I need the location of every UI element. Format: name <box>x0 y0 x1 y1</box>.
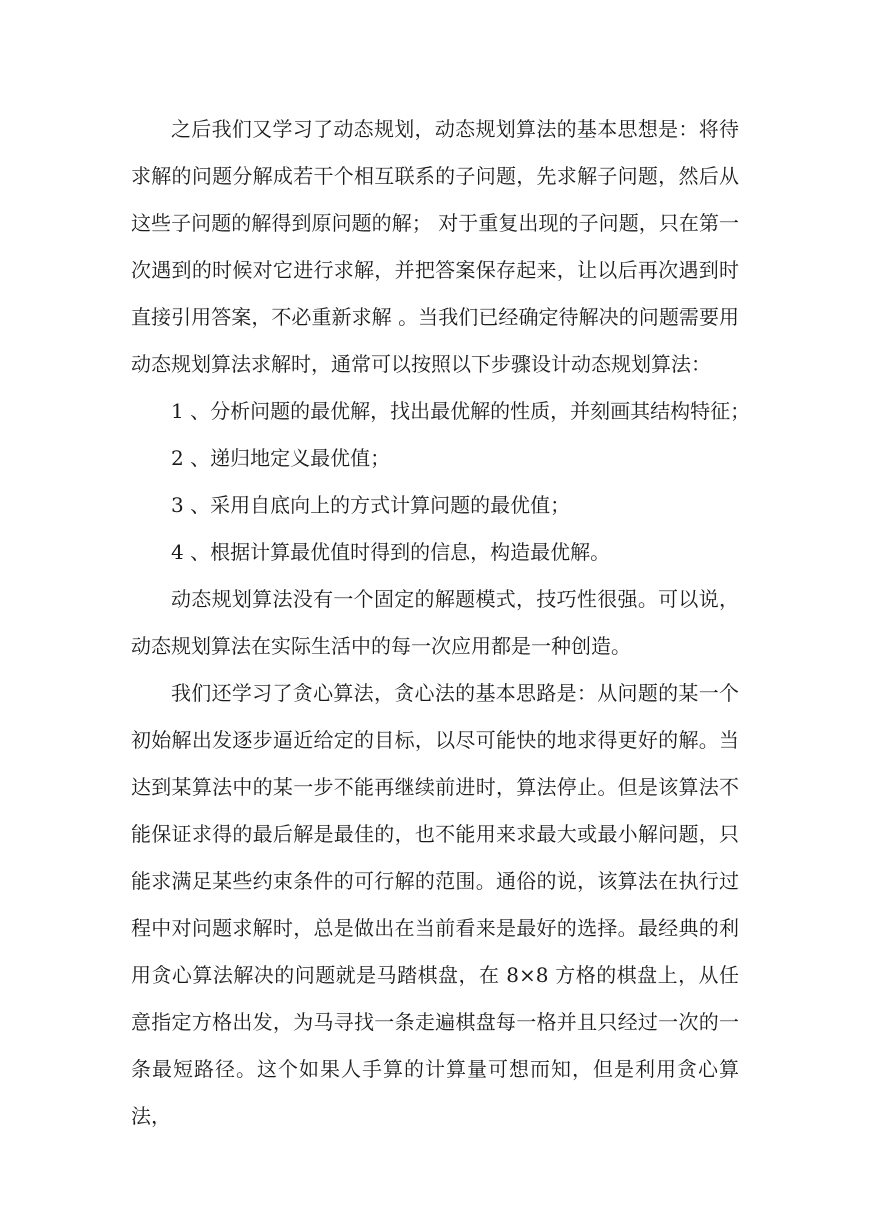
document-page <box>131 106 751 1140</box>
step-item-3: 3 、采用自底向上的方式计算问题的最优值； <box>171 493 571 517</box>
paragraph-dynamic-programming: 之后我们又学习了动态规划，动态规划算法的基本思想是：将待求解的问题分解成若干个相互联系的子问题，先求解子问题，然后从这些子问题的解得到原问题的解； 对于重复出现的子问题，只在第一次遇到的时候对它进行求解，并把答案保存起来，让以后再次遇到时直接引用答案，不必重新求解 。当我们已经确定待解决的问题需要用动态规划算法求解时，通常可以按照以下步骤设计动态规划算法： <box>131 117 739 376</box>
step-item-1: 1 、分析问题的最优解，找出最优解的性质，并刻画其结构特征； <box>171 399 751 423</box>
paragraph-greedy-algorithm: 我们还学习了贪心算法，贪心法的基本思路是：从问题的某一个初始解出发逐步逼近给定的目标，以尽可能快的地求得更好的解。当达到某算法中的某一步不能再继续前进时，算法停止。但是该算法不能保证求得的最后解是最佳的，也不能用来求最大或最小解问题，只能求满足某些约束条件的可行解的范围。通俗的说，该算法在执行过程中对问题求解时，总是做出在当前看来是最好的选择。最经典的利用贪心算法解决的问题就是马踏棋盘，在 8×8 方格的棋盘上，从任意指定方格出发，为马寻找一条走遍棋盘每一格并且只经过一次的一条最短路径。这个如果人手算的计算量可想而知，但是利用贪心算法， <box>131 681 739 1128</box>
paragraph-dp-summary: 动态规划算法没有一个固定的解题模式，技巧性很强。可以说，动态规划算法在实际生活中的每一次应用都是一种创造。 <box>131 587 739 658</box>
step-item-2: 2 、递归地定义最优值； <box>171 446 391 470</box>
step-item-4: 4 、根据计算最优值时得到的信息，构造最优解。 <box>171 540 611 564</box>
